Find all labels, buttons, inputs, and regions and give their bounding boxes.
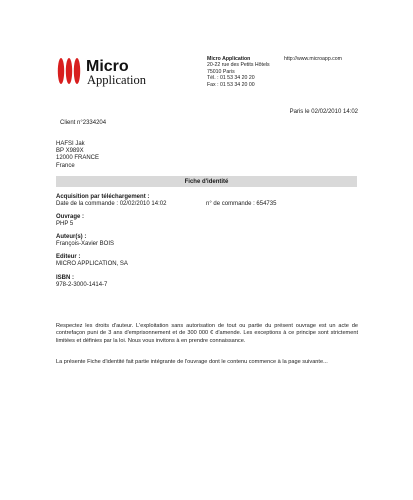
- section-title: Fiche d'identité: [184, 178, 229, 185]
- publisher-field: [56, 254, 128, 268]
- recipient-line2: BP X989X: [56, 148, 84, 155]
- publisher-label: Editeur :: [56, 254, 81, 260]
- company-logo: [56, 55, 166, 91]
- authors-field: [56, 234, 114, 248]
- document-date: Paris le 02/02/2010 14:02: [289, 109, 358, 115]
- company-name: Micro Application: [207, 56, 251, 62]
- order-number: n° de commande : 654735: [206, 201, 277, 207]
- authors-label: Auteur(s) :: [56, 234, 87, 240]
- acquisition-label: Acquisition par téléchargement :: [56, 194, 150, 200]
- publisher-value: MICRO APPLICATION, SA: [56, 261, 128, 267]
- company-fax: Fax : 01 53 34 20 00: [207, 81, 255, 88]
- company-address-line1: 20-22 rue des Petits Hôtels: [207, 62, 270, 69]
- section-title-bar: [56, 176, 357, 187]
- recipient-line3: 12000 FRANCE: [56, 155, 100, 162]
- recipient-country: France: [56, 162, 75, 169]
- work-value: PHP 5: [56, 221, 74, 227]
- client-number: Client n°2334204: [60, 120, 107, 126]
- authors-value: François-Xavier BOIS: [56, 241, 115, 247]
- company-website: http://www.microapp.com: [284, 56, 342, 62]
- order-date: Date de la commande : 02/02/2010 14:02: [56, 201, 167, 207]
- recipient-name: HAFSI Jak: [56, 141, 85, 147]
- isbn-value: 978-2-3000-1414-7: [56, 282, 108, 288]
- work-label: Ouvrage :: [56, 214, 85, 220]
- logo-text-application: Application: [87, 73, 147, 87]
- closing-note: La présente Fiche d'identité fait partie intégrante de l'ouvrage dont le contenu commence à la page suivante...: [56, 359, 328, 365]
- legal-notice: Respectez les droits d'auteur. L'exploitation sans autorisation de tout ou partie du présent ouvrage est un acte de contrefaçon puni de 3 ans d'emprisonnement et de 300 000 € d'amende. Les exceptions à ce principe sont strictement limitées et définies par la loi. Nous vous invitons à en prendre connaissance.: [56, 323, 358, 344]
- company-address-line2: 75010 Paris: [207, 68, 235, 75]
- company-phone: Tél. : 01 53 34 20 20: [207, 75, 255, 82]
- isbn-field: [56, 275, 107, 289]
- logo-text-micro: Micro: [86, 58, 129, 75]
- work-field: [56, 214, 84, 228]
- isbn-label: ISBN :: [56, 275, 74, 281]
- logo-mark-icon: [58, 58, 80, 84]
- recipient-address: [56, 141, 99, 170]
- acquisition-field: [56, 194, 166, 208]
- company-info: [207, 56, 270, 88]
